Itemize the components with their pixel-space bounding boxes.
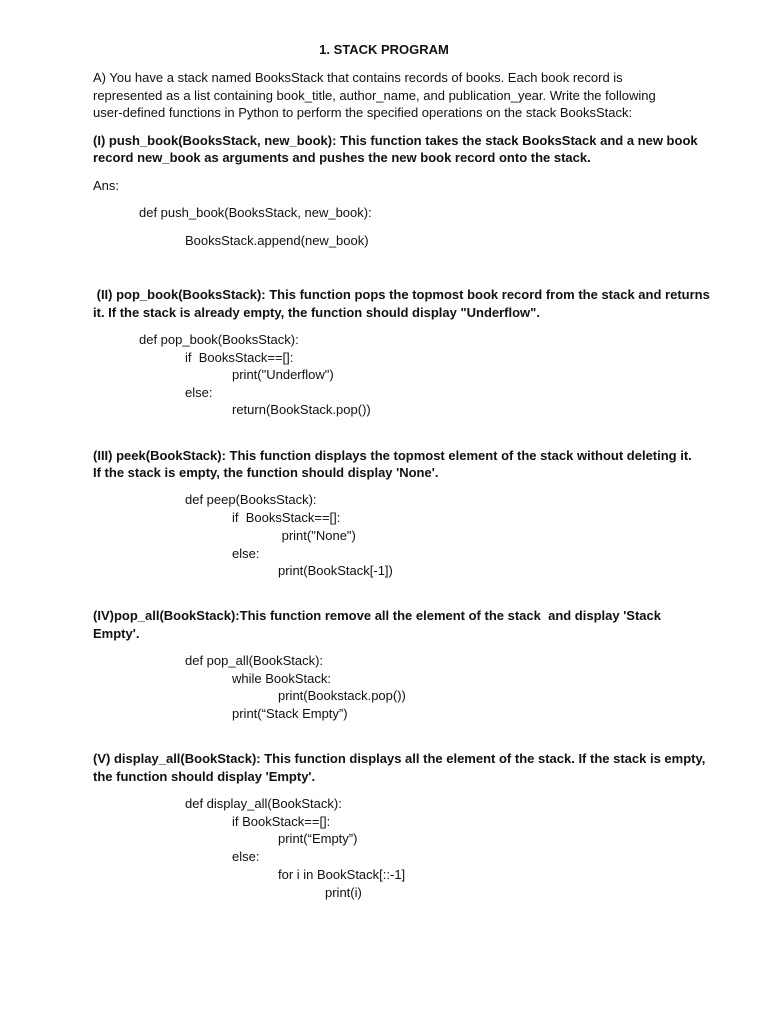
intro-line: user-defined functions in Python to perform the specified operations on the stack BooksStack: — [93, 105, 633, 120]
question-5-heading: the function should display 'Empty'. — [93, 769, 316, 784]
code-line: if BooksStack==[]: — [232, 510, 341, 525]
question-4-heading: Empty'. — [93, 626, 140, 641]
question-1-heading: (I) push_book(BooksStack, new_book): This function takes the stack BooksStack and a new book — [93, 133, 698, 148]
code-line: print(i) — [325, 885, 362, 900]
question-2-heading: (II) pop_book(BooksStack): This function pops the topmost book record from the stack and returns — [93, 287, 710, 302]
question-4-heading: (IV)pop_all(BookStack):This function remove all the element of the stack and display 'Stack — [93, 608, 661, 623]
code-line: def push_book(BooksStack, new_book): — [139, 205, 372, 220]
code-line: print(“Stack Empty”) — [232, 706, 348, 721]
code-line: while BookStack: — [232, 671, 331, 686]
question-3-heading: (III) peek(BookStack): This function displays the topmost element of the stack without deleting it. — [93, 448, 692, 463]
question-2-heading: it. If the stack is already empty, the function should display "Underflow". — [93, 305, 540, 320]
code-line: else: — [232, 849, 260, 864]
code-line: BooksStack.append(new_book) — [185, 233, 369, 248]
intro-line: A) You have a stack named BooksStack that contains records of books. Each book record is — [93, 70, 623, 85]
code-line: def display_all(BookStack): — [185, 796, 342, 811]
question-5-heading: (V) display_all(BookStack): This function displays all the element of the stack. If the stack is empty, — [93, 751, 706, 766]
code-line: for i in BookStack[::-1] — [278, 867, 406, 882]
code-line: def pop_all(BookStack): — [185, 653, 324, 668]
code-line: if BooksStack==[]: — [185, 350, 294, 365]
question-3-heading: If the stack is empty, the function should display 'None'. — [93, 465, 439, 480]
page-title: 1. STACK PROGRAM — [319, 42, 449, 57]
code-line: def pop_book(BooksStack): — [139, 332, 299, 347]
answer-label: Ans: — [93, 178, 120, 193]
code-line: print(Bookstack.pop()) — [278, 688, 406, 703]
code-line: return(BookStack.pop()) — [232, 402, 371, 417]
code-line: if BookStack==[]: — [232, 814, 331, 829]
code-line: print(BookStack[-1]) — [278, 563, 393, 578]
code-line: def peep(BooksStack): — [185, 492, 317, 507]
intro-line: represented as a list containing book_title, author_name, and publication_year. Write the following — [93, 88, 656, 103]
code-line: else: — [232, 546, 260, 561]
code-line: print("None") — [278, 528, 356, 543]
code-line: print("Underflow") — [232, 367, 334, 382]
code-line: print(“Empty”) — [278, 831, 358, 846]
question-1-heading: record new_book as arguments and pushes the new book record onto the stack. — [93, 150, 591, 165]
code-line: else: — [185, 385, 213, 400]
